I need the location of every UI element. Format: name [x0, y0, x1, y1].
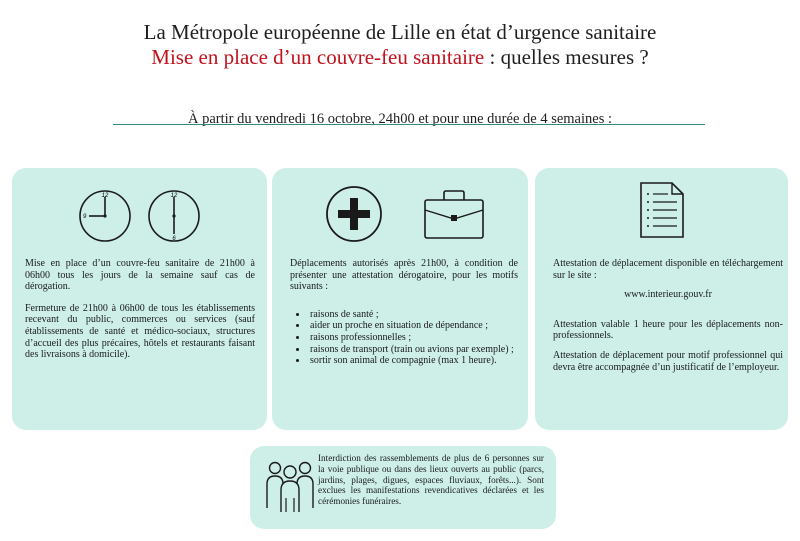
attestation-text — [553, 258, 783, 381]
subtitle-highlight: Mise en place d’un couvre-feu sanitaire — [151, 45, 485, 69]
reason-item: • raisons professionnelles ; — [308, 332, 518, 344]
attestation-download: Attestation de déplacement disponible en téléchargement sur le site : — [553, 258, 783, 281]
reason-list — [290, 309, 518, 367]
attestation-card — [535, 168, 788, 430]
clock-label-6: 6 — [172, 236, 176, 242]
attestation-professional: Attestation de déplacement pour motif professionnel qui devra être accompagnée d’un justificatif de l’employeur. — [553, 349, 783, 373]
attestation-url: www.interieur.gouv.fr — [624, 289, 712, 301]
travel-intro: Déplacements autorisés après 21h00, à condition de présenter une attestation dérogatoire, pour les motifs suivants : — [290, 258, 518, 293]
curfew-card — [12, 168, 267, 430]
group-people-icon — [264, 458, 316, 514]
subtitle-question: : quelles mesures ? — [484, 45, 649, 69]
page-title: La Métropole européenne de Lille en état d’urgence sanitaire — [143, 20, 657, 44]
reason-item: • raisons de transport (train ou avions par exemple) ; — [308, 344, 518, 356]
clock-21h-icon — [78, 188, 132, 244]
travel-card — [272, 168, 528, 430]
clock-label-12: 12 — [101, 193, 109, 199]
reason-item: • raisons de santé ; — [308, 309, 518, 321]
travel-text — [290, 258, 518, 367]
gatherings-card — [250, 446, 556, 529]
attestation-validity: Attestation valable 1 heure pour les déplacements non-professionnels. — [553, 318, 783, 342]
reason-item: • sortir son animal de compagnie (max 1 heure). — [308, 355, 518, 367]
clock-6h-icon — [147, 188, 201, 244]
curfew-text — [25, 258, 255, 371]
date-line: À partir du vendredi 16 octobre, 24h00 et pour une durée de 4 semaines : — [188, 111, 612, 127]
clock-label-12: 12 — [170, 193, 178, 199]
closure-paragraph: Fermeture de 21h00 à 06h00 de tous les établissements recevant du public, commerces ou services (sauf établissements de santé et médico-sociaux, structures d’accueil des plus précaires, hôtels et restaurants faisant des livraisons à domicile). — [25, 302, 255, 361]
curfew-paragraph: Mise en place d’un couvre-feu sanitaire de 21h00 à 06h00 tous les jours de la semaine sauf cas de dérogation. — [25, 258, 255, 293]
gatherings-text: Interdiction des rassemblements de plus de 6 personnes sur la voie publique ou dans des lieux ouverts au public (parcs, jardins, plages, digues, espaces fluviaux, forêts...). Sont exclues les manifestations revendicatives déclarées et les cérémonies funéraires. — [318, 453, 544, 507]
briefcase-icon — [422, 188, 486, 242]
reason-item: • aider un proche en situation de dépendance ; — [308, 320, 518, 332]
medical-cross-icon — [325, 185, 383, 243]
document-icon — [638, 180, 686, 240]
clock-label-9: 9 — [83, 214, 87, 220]
page-subtitle — [0, 45, 800, 70]
date-underline — [113, 124, 705, 125]
